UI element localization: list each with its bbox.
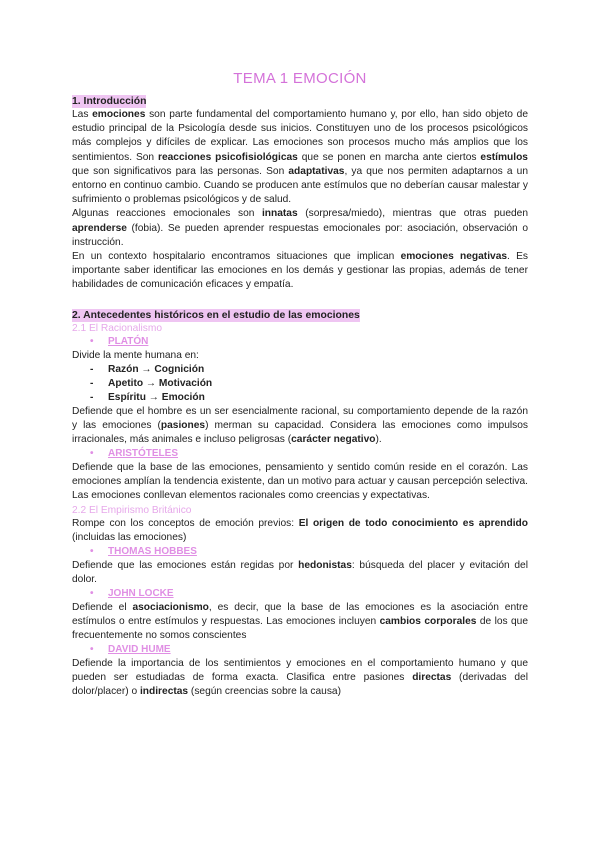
bullet-dot-icon: • <box>90 336 94 348</box>
section-heading-antecedentes: 2. Antecedentes históricos en el estudio de las emociones <box>72 309 360 321</box>
bullet-platon: • PLATÓN <box>90 336 149 348</box>
bullet-dot-icon: • <box>90 588 94 600</box>
intro-paragraph-3: En un contexto hospitalario encontramos situaciones que implican emociones negativas. Es importante saber identificar las emociones en los demás y gestionar las propias, además de tener habilidades de comunicación eficaces y empatía. <box>72 251 528 291</box>
bullet-aristoteles: • ARISTÓTELES <box>90 448 179 460</box>
bullet-dot-icon: • <box>90 546 94 558</box>
bullet-hobbes: • THOMAS HOBBES <box>90 546 197 558</box>
bullet-dot-icon: • <box>90 644 94 656</box>
platon-item-2: - Apetito → Motivación <box>90 377 213 389</box>
locke-text: Defiende el asociacionismo, es decir, que la base de las emociones es la asociación entre estímulos o entre estímulos y respuestas. Las emociones incluyen cambios corporales de los que frecuentemente no somos conscientes <box>72 601 529 642</box>
document-page <box>72 70 528 700</box>
bullet-locke: • JOHN LOCKE <box>90 588 174 600</box>
bullet-hume: • DAVID HUME <box>90 644 171 656</box>
bullet-dot-icon: • <box>90 448 94 460</box>
page-title: TEMA 1 EMOCIÓN <box>233 70 367 87</box>
hume-text: Defiende la importancia de los sentimientos y emociones en el comportamiento humano y que pueden ser estudiadas de forma exacta. Clasifica entre pasiones directas (derivadas del dolor/placer) o indirectas (según creencias sobre la causa) <box>72 657 528 698</box>
intro-paragraph-2: Algunas reacciones emocionales son innatas (sorpresa/miedo), mientras que otras pueden aprenderse (fobia). Se pueden aprender respuestas emocionales por: asociación, observación o instrucción. <box>72 208 528 248</box>
section-heading-introduccion: 1. Introducción <box>72 96 147 107</box>
subheading-racionalismo: 2.1 El Racionalismo <box>72 322 163 334</box>
empirismo-text: Rompe con los conceptos de emoción previos: El origen de todo conocimiento es aprendido (incluidas las emociones) <box>72 518 528 544</box>
aristoteles-text: Defiende que la base de las emociones, pensamiento y sentido común reside en el corazón. Las emociones amplían la tendencia existente, dan un motivo para actuar y causan percepción selectiva. Las emociones conllevan elementos racionales como creencias y expectativas. <box>72 461 528 502</box>
hobbes-text: Defiende que las emociones están regidas por hedonistas: búsqueda del placer y evitación del dolor. <box>72 559 528 586</box>
platon-item-3: - Espíritu → Emoción <box>90 391 205 403</box>
platon-text: Defiende que el hombre es un ser esencialmente racional, su comportamiento depende de la razón y las emociones (pasiones) merman su capacidad. Considera las emociones como impulsos irracionales, más animales e incluso peligrosas (carácter negativo). <box>72 405 528 446</box>
platon-item-1: - Razón → Cognición <box>90 363 205 375</box>
subheading-empirismo: 2.2 El Empirismo Británico <box>72 504 192 516</box>
intro-paragraph-1: Las emociones son parte fundamental del comportamiento humano y, por ello, han sido objeto de estudio principal de la Psicología desde sus inicios. Constituyen uno de los procesos psicológicos más complejos y difíciles de explicar. Las emociones son procesos mucho más amplios que los sentimientos. Son reacciones psicofisiológicas que se ponen en marcha ante ciertos estímulos que son significativos para las personas. Son adaptativas, ya que nos permiten adaptarnos a un entorno en continuo cambio. Cuando se producen ante estímulos que no deberían causar malestar y sufrimiento o problemas psicológicos y de salud. <box>72 109 528 206</box>
platon-intro: Divide la mente humana en: <box>72 349 199 361</box>
